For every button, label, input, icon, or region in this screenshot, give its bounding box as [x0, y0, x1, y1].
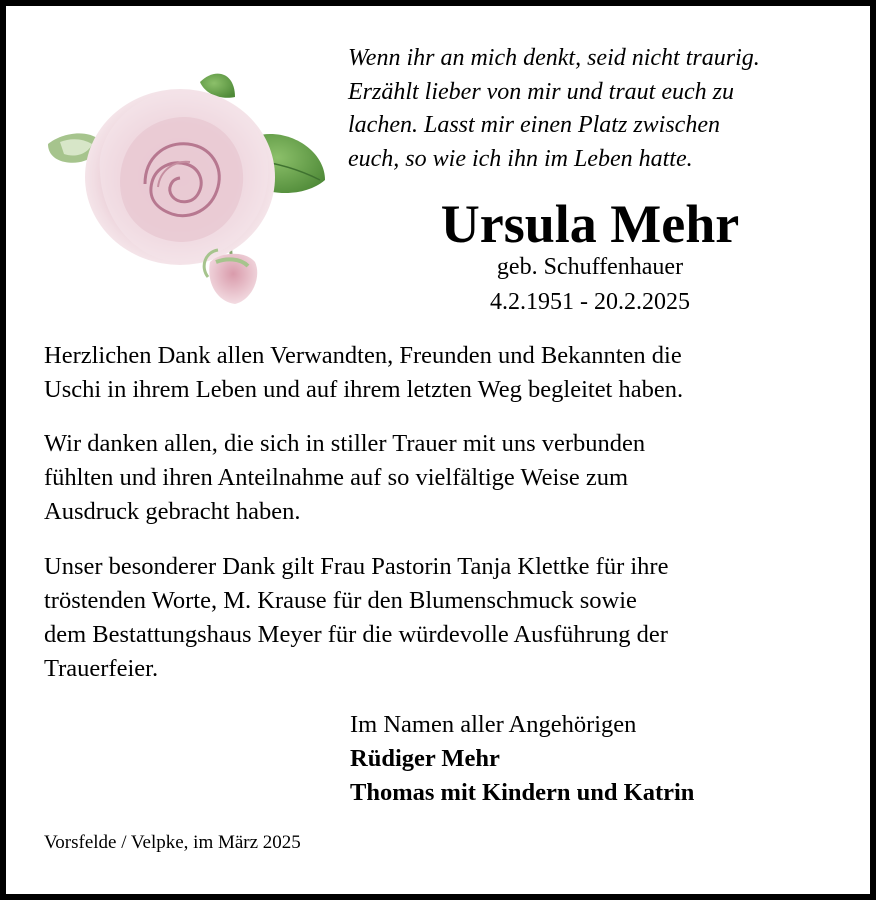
rose-icon [40, 62, 330, 314]
signature-block [350, 708, 830, 810]
paragraph-line: Uschi in ihrem Leben und auf ihrem letzten Weg begleitet haben. [44, 376, 684, 403]
signature-intro: Im Namen aller Angehörigen [350, 711, 637, 738]
paragraph-line: Trauerfeier. [44, 655, 159, 682]
paragraph-line: tröstenden Worte, M. Krause für den Blumenschmuck sowie [44, 587, 637, 614]
special-thanks-paragraph [44, 550, 844, 686]
paragraph-line: Ausdruck gebracht haben. [44, 498, 301, 525]
paragraph-line: Herzlichen Dank allen Verwandten, Freunden und Bekannten die [44, 342, 682, 369]
quote-line: euch, so wie ich ihn im Leben hatte. [348, 145, 693, 172]
memorial-quote [348, 42, 848, 176]
deceased-name: Ursula Mehr [440, 194, 740, 254]
paragraph-line: Wir danken allen, die sich in stiller Trauer mit uns verbunden [44, 430, 646, 457]
signature-name: Rüdiger Mehr [350, 745, 500, 772]
quote-line: lachen. Lasst mir einen Platz zwischen [348, 112, 720, 138]
paragraph-line: Unser besonderer Dank gilt Frau Pastorin Tanja Klettke für ihre [44, 553, 669, 580]
place-and-date: Vorsfelde / Velpke, im März 2025 [44, 832, 301, 853]
paragraph-line: fühlten und ihren Anteilnahme auf so vielfältige Weise zum [44, 464, 629, 491]
life-dates: 4.2.1951 - 20.2.2025 [490, 289, 690, 315]
paragraph-line: dem Bestattungshaus Meyer für die würdevolle Ausführung der [44, 621, 668, 648]
signature-name: Thomas mit Kindern und Katrin [350, 779, 695, 806]
quote-line: Wenn ihr an mich denkt, seid nicht traurig. [348, 45, 760, 71]
quote-line: Erzählt lieber von mir und traut euch zu [348, 78, 734, 105]
maiden-name: geb. Schuffenhauer [496, 254, 684, 280]
sympathy-paragraph [44, 427, 844, 529]
thanks-paragraph [44, 339, 844, 407]
